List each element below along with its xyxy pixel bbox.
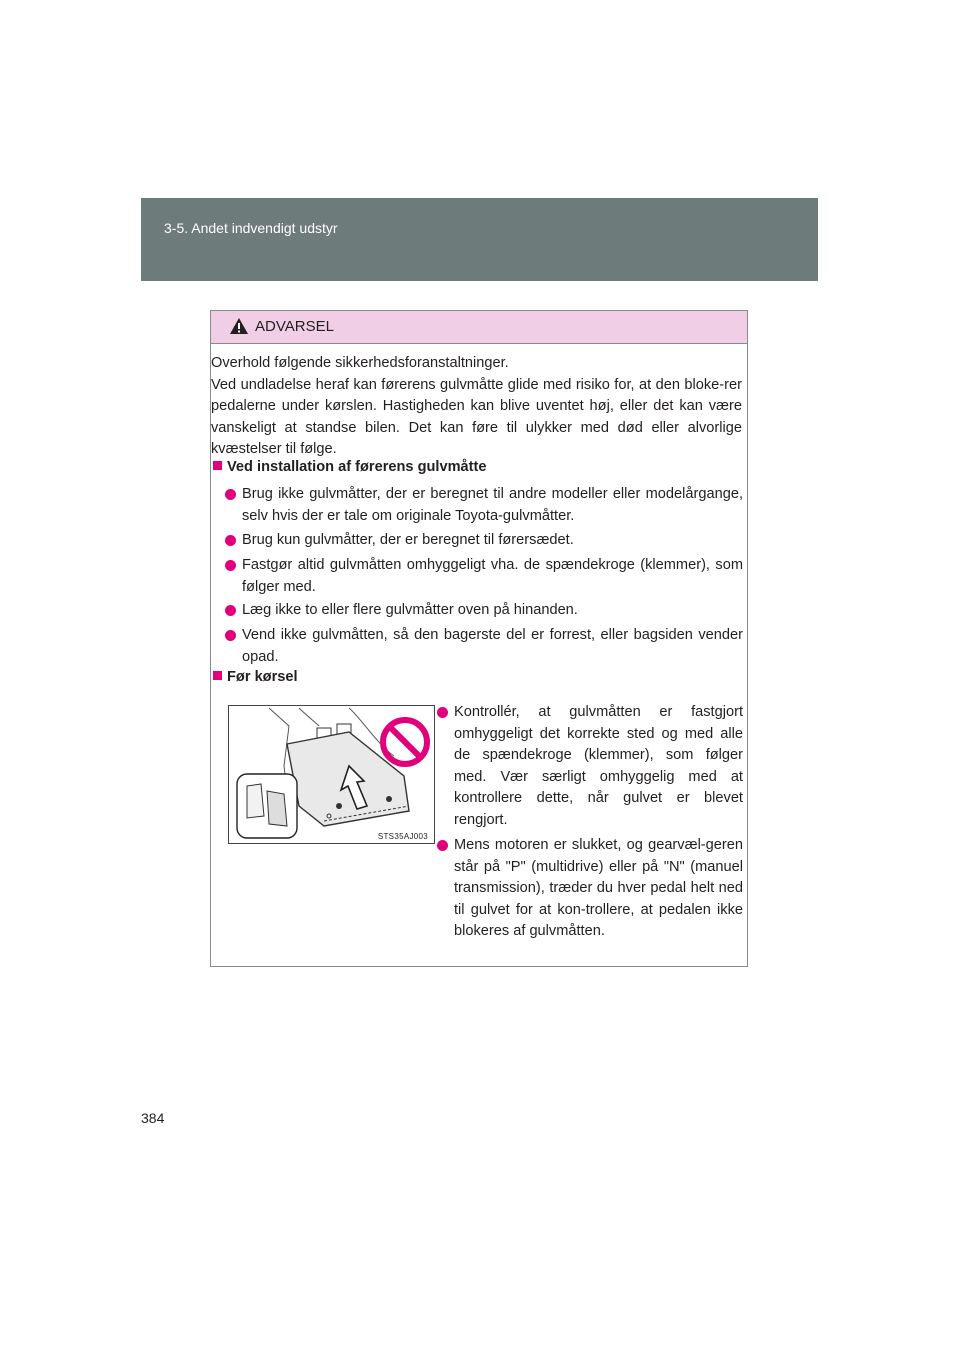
floor-mat-illustration <box>228 705 435 844</box>
warning-intro <box>211 353 748 461</box>
intro-line-1: Overhold følgende sikkerhedsforanstaltninger. <box>211 355 509 371</box>
section-title: 3-5. Andet indvendigt udstyr <box>164 220 338 236</box>
list-item: Læg ikke to eller flere gulvmåtter oven på hinanden. <box>225 600 743 622</box>
bullet-dot-icon <box>225 489 236 500</box>
warning-box <box>210 310 748 967</box>
intro-line-2: Ved undladelse heraf kan førerens gulvmåtte glide med risiko for, at den bloke-rer pedalerne under kørslen. Hastigheden kan blive uventet høj, eller det kan være vanskeligt at standse bilen. Det kan føre til ulykker med død eller alvorlige kvæstelser til følge. <box>211 376 742 457</box>
bullet-dot-icon <box>437 707 448 718</box>
page-number: 384 <box>141 1110 165 1126</box>
bullet-dot-icon <box>225 535 236 546</box>
section-header <box>141 198 818 281</box>
list-item: Mens motoren er slukket, og gearvæl-geren står på "P" (multidrive) eller på "N" (manuel transmission), træder du hver pedal helt ned til gulvet for at kon-trollere, at pedalen ikke blokeres af gulvmåtten. <box>437 835 743 943</box>
figure-code: STS35AJ003 <box>377 832 428 841</box>
bullet-dot-icon <box>437 840 448 851</box>
square-bullet-icon <box>213 461 222 470</box>
bullet-dot-icon <box>225 605 236 616</box>
list-item: Vend ikke gulvmåtten, så den bagerste del er forrest, eller bagsiden vender opad. <box>225 625 743 668</box>
list-item: Fastgør altid gulvmåtten omhyggeligt vha. de spændekroge (klemmer), som følger med. <box>225 555 743 598</box>
floor-mat-drawing <box>229 706 434 843</box>
list-item: Kontrollér, at gulvmåtten er fastgjort omhyggeligt det korrekte sted og med alle de spændekroge (klemmer), som følger med. Vær særligt omhyggelig med at kontrollere dette, når gulvet er blevet rengjort. <box>437 702 743 831</box>
warning-title: ADVARSEL <box>255 318 334 335</box>
bullet-dot-icon <box>225 630 236 641</box>
section-heading-before-driving: Før kørsel <box>213 667 298 688</box>
list-item: Brug kun gulvmåtter, der er beregnet til førersædet. <box>225 530 743 552</box>
square-bullet-icon <box>213 671 222 680</box>
list-item: Brug ikke gulvmåtter, der er beregnet til andre modeller eller modelårgange, selv hvis der er tale om originale Toyota-gulvmåtter. <box>225 484 743 527</box>
section-heading-installation: Ved installation af førerens gulvmåtte <box>213 457 487 478</box>
bullet-dot-icon <box>225 560 236 571</box>
